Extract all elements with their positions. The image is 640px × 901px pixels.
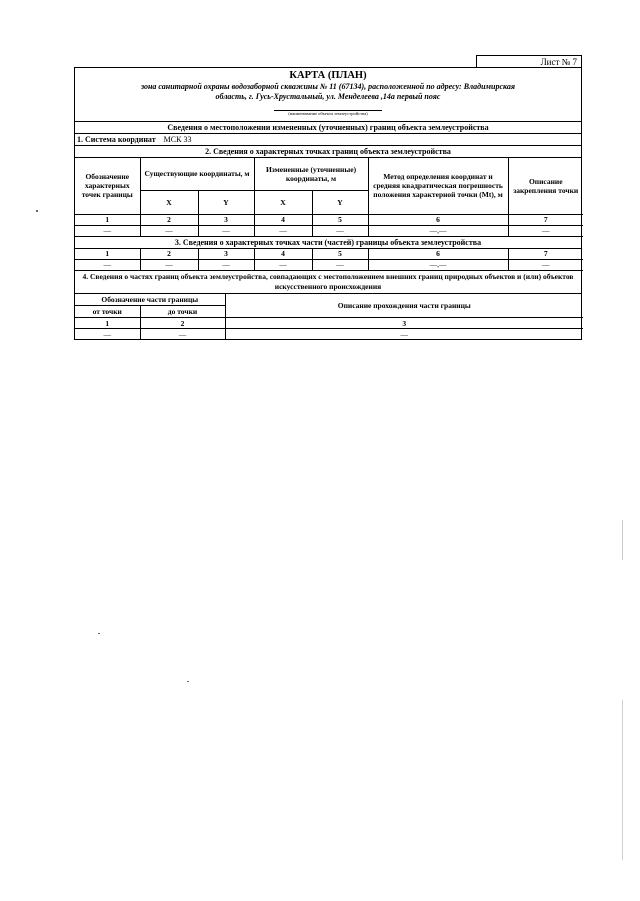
coordinate-system-value: МСК 33: [163, 135, 192, 144]
title-block: [75, 68, 581, 122]
empty-cell: —: [140, 329, 225, 340]
empty-cell: —: [198, 259, 254, 270]
section4-heading: 4. Сведения о частях границ объекта землеустройства, совпадающих с местоположением внешних границ природных объектов и (или) объектов искусственного происхождения: [75, 271, 581, 294]
col-fixing-description: Описание закрепления точки: [508, 158, 583, 214]
empty-cell: —: [75, 329, 140, 340]
col-boundary-part: Обозначение части границы: [75, 294, 225, 306]
column-number: 7: [508, 214, 583, 225]
empty-cell: —: [508, 259, 583, 270]
boundary-map-form: [74, 67, 582, 340]
empty-cell: —,—: [368, 225, 508, 236]
col-method: Метод определения координат и средняя квадратическая погрешность положения характерной точки (Mt), м: [368, 158, 508, 214]
scan-speck: [187, 681, 189, 682]
col-existing-y: Y: [198, 190, 254, 214]
column-number: 3: [225, 318, 583, 329]
column-number: 2: [140, 318, 225, 329]
column-number: 2: [140, 249, 198, 260]
column-number: 6: [368, 214, 508, 225]
empty-cell: —: [140, 225, 198, 236]
column-number: 5: [312, 214, 368, 225]
empty-cell: —: [75, 259, 140, 270]
empty-cell: —,—: [368, 259, 508, 270]
coordinate-system-row: [75, 134, 581, 146]
col-changed-coords: Измененные (уточненные) координаты, м: [254, 158, 368, 190]
empty-cell: —: [140, 259, 198, 270]
col-changed-x: X: [254, 190, 312, 214]
column-number: 1: [75, 249, 140, 260]
empty-cell: —: [312, 259, 368, 270]
scan-speck: [622, 520, 623, 560]
column-number: 4: [254, 249, 312, 260]
column-number: 2: [140, 214, 198, 225]
col-point-designation: Обозначение характерных точек границы: [75, 158, 140, 214]
empty-cell: —: [254, 225, 312, 236]
object-caption: (наименование объекта землеустройства): [274, 110, 381, 117]
col-existing-x: X: [140, 190, 198, 214]
scan-speck: [622, 700, 623, 860]
table-row: [75, 318, 583, 329]
empty-cell: —: [312, 225, 368, 236]
empty-cell: —: [225, 329, 583, 340]
column-number: 7: [508, 249, 583, 260]
scan-speck: [36, 210, 38, 212]
object-name-line2: область, г. Гусь-Хрустальный, ул. Менделеева ,14а первый пояс: [215, 92, 441, 101]
empty-cell: —: [254, 259, 312, 270]
object-name-line1: зона санитарной охраны водозаборной скважины № 11 (67134), расположенной по адресу: Владимирская: [140, 82, 516, 91]
sheet-number-box: Лист № 7: [476, 55, 582, 68]
col-existing-coords: Существующие координаты, м: [140, 158, 254, 190]
column-number: 3: [198, 249, 254, 260]
column-number: 1: [75, 318, 140, 329]
column-number: 6: [368, 249, 508, 260]
column-number: 5: [312, 249, 368, 260]
form-title: КАРТА (ПЛАН): [289, 70, 367, 81]
table-row: [75, 225, 583, 236]
scan-speck: [98, 633, 100, 634]
table-row: [75, 214, 583, 225]
col-changed-y: Y: [312, 190, 368, 214]
column-number: 1: [75, 214, 140, 225]
coordinate-system-label: 1. Система координат: [77, 135, 156, 144]
table-row: [75, 329, 583, 340]
table-row: [75, 259, 583, 270]
col-passage-description: Описание прохождения части границы: [225, 294, 583, 318]
section4-table: [75, 294, 583, 340]
table-row: [75, 249, 583, 260]
section2-table: [75, 158, 583, 237]
column-number: 4: [254, 214, 312, 225]
col-to-point: до точки: [140, 306, 225, 318]
column-number: 3: [198, 214, 254, 225]
section3-heading: 3. Сведения о характерных точках части (частей) границы объекта землеустройства: [75, 237, 581, 249]
empty-cell: —: [75, 225, 140, 236]
section3-table: [75, 249, 583, 271]
col-from-point: от точки: [75, 306, 140, 318]
empty-cell: —: [508, 225, 583, 236]
section2-heading: 2. Сведения о характерных точках границ объекта землеустройства: [75, 146, 581, 158]
location-section-heading: Сведения о местоположении измененных (уточненных) границ объекта землеустройства: [75, 122, 581, 134]
empty-cell: —: [198, 225, 254, 236]
